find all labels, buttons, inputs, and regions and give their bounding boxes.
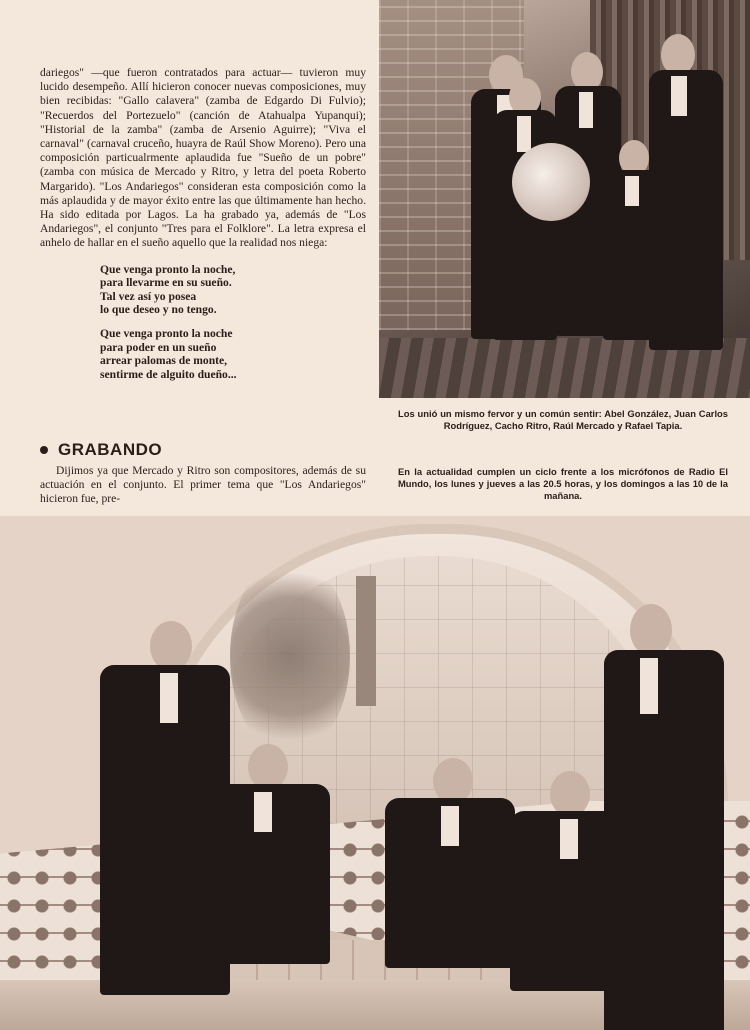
verse-line: Que venga pronto la noche — [100, 327, 233, 341]
radio-schedule-caption: En la actualidad cumplen un ciclo frente a los micrófonos de Radio El Mundo, los lunes y jueves a las 20.5 horas, y los domingos a las 10 de la mañana. — [398, 466, 728, 501]
verse-line: para poder en un sueño — [100, 340, 217, 354]
band-photo-top — [379, 0, 750, 398]
article-column — [40, 66, 366, 381]
article-paragraph: dariegos" —que fueron contratados para actuar— tuvieron muy lucido desempeño. Allí hicieron conocer nuevas composiciones, muy bien recibidas: "Gallo calavera" (zamba de Edgardo Di Fulvio); "Recuerdos del Portezuelo" (canción de Atahualpa Yupanqui); "Historial de la zamba" (zamba de Arsenio Aguirre); "Viva el carnaval" (carnaval cruceño, huayra de Raúl Show Moreno). Pero una composición particualrmente aplaudida fue "Sueño de un pobre" (zamba con música de Mercado y Ritro, y letra del poeta Roberto Margarido). "Los Andariegos" consideran esta composición como la más aplaudida y de mayor éxito entre las que últimamente han hecho. Ha sido editada por Lagos. La ha grabado ya, además de "Los Andariegos", el conjunto "Tres para el Folklore". La letra expresa el anhelo de hallar en el sueño aquello que la realidad nos niega: — [40, 66, 366, 250]
photo-caption: Los unió un mismo fervor y un común sentir: Abel González, Juan Carlos Rodríguez, Cacho Ritro, Raúl Mercado y Rafael Tapia. — [398, 408, 728, 431]
section-paragraph: Dijimos ya que Mercado y Ritro son compositores, además de su actuación en el conjunto. El primer tema que "Los Andariegos" hicieron fue, pre- — [40, 464, 366, 506]
bullet-icon — [40, 446, 48, 454]
verse-line: Tal vez así yo posea — [100, 289, 197, 303]
section-body — [40, 464, 366, 507]
verse-line: Que venga pronto la noche, — [100, 262, 236, 276]
section-title: GRABANDO — [58, 440, 163, 459]
poem-verse-1 — [100, 263, 366, 317]
verse-line: arrear palomas de monte, — [100, 354, 228, 368]
verse-line: sentirme de alguito dueño... — [100, 367, 237, 381]
verse-line: lo que deseo y no tengo. — [100, 303, 217, 317]
bombo-drum — [512, 143, 590, 221]
section-heading — [40, 440, 162, 460]
poem-verse-2 — [100, 327, 366, 381]
vine-decoration — [230, 556, 350, 756]
verse-line: para llevarme en su sueño. — [100, 276, 232, 290]
tower-mural — [356, 576, 376, 706]
band-photo-bottom — [0, 516, 750, 1030]
